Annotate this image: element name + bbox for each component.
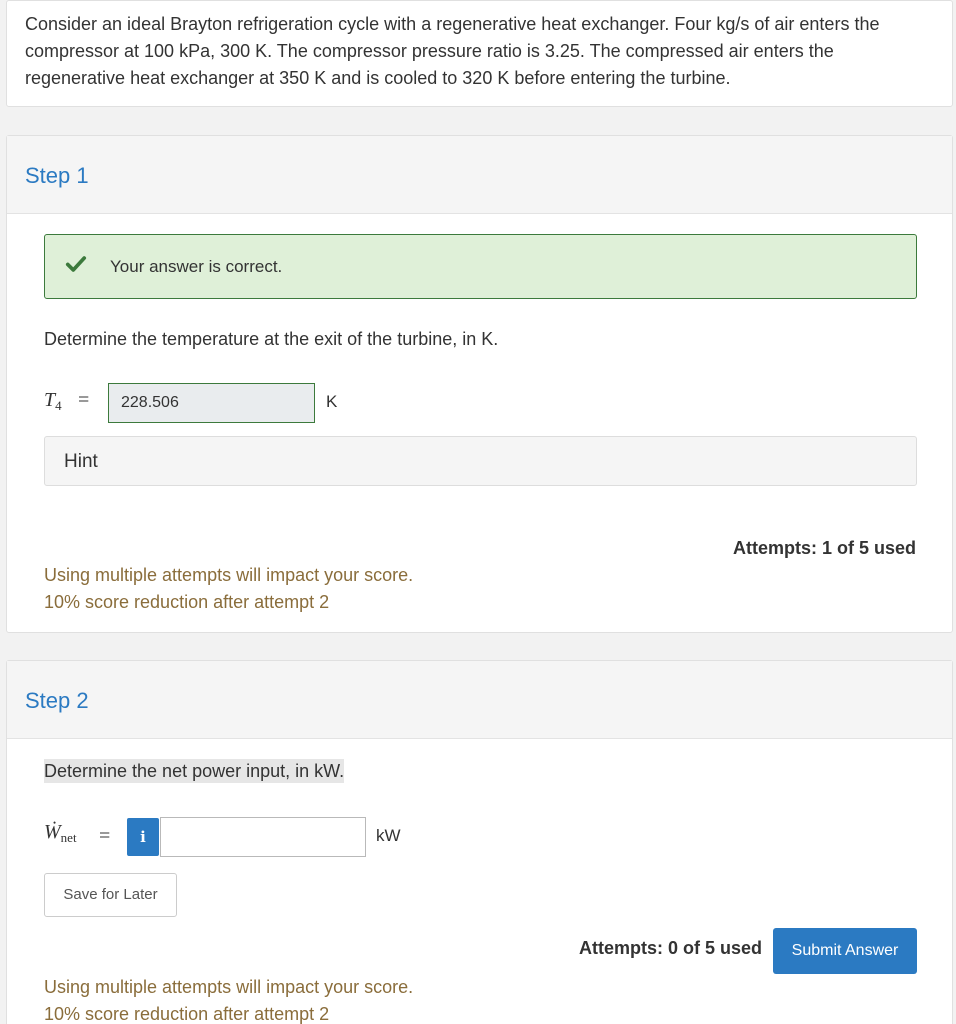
hint-label: Hint — [64, 451, 98, 472]
step-1-title: Step 1 — [25, 163, 89, 188]
step-1-question: Determine the temperature at the exit of the turbine, in K. — [44, 329, 499, 349]
problem-line: Consider an ideal Brayton refrigeration cycle with a regenerative heat exchanger. Four kg/s of air enters the — [25, 14, 880, 34]
variable-label — [44, 389, 62, 414]
variable-subscript: 4 — [55, 398, 62, 413]
step-2-question-text: Determine the net power input, in kW. — [44, 761, 345, 781]
temperature-answer-field[interactable]: 228.506 — [108, 383, 315, 423]
save-for-later-button[interactable]: Save for Later — [44, 873, 177, 917]
correct-feedback-text: Your answer is correct. — [110, 257, 283, 276]
equals-sign: = — [99, 825, 111, 847]
step-1-card — [6, 135, 953, 633]
unit-label: kW — [376, 826, 401, 845]
attempts-counter: Attempts: 0 of 5 used — [578, 938, 762, 958]
submit-answer-button[interactable]: Submit Answer — [773, 928, 917, 974]
problem-line: regenerative heat exchanger at 350 K and is cooled to 320 K before entering the turbine. — [25, 68, 731, 88]
hint-button[interactable] — [44, 436, 917, 486]
attempts-warning — [44, 562, 413, 616]
net-power-input[interactable] — [160, 817, 366, 857]
checkmark-icon — [65, 253, 87, 275]
warning-line: 10% score reduction after attempt 2 — [44, 1004, 330, 1024]
warning-line: Using multiple attempts will impact your score. — [44, 977, 414, 997]
correct-feedback — [44, 234, 917, 299]
variable-symbol: Ẇ — [44, 821, 61, 843]
warning-line: Using multiple attempts will impact your score. — [44, 565, 414, 585]
warning-line: 10% score reduction after attempt 2 — [44, 592, 330, 612]
variable-label — [44, 821, 77, 846]
step-2-header — [7, 661, 952, 739]
step-1-header — [7, 136, 952, 214]
attempts-counter: Attempts: 1 of 5 used — [732, 538, 916, 558]
step-2-card — [6, 660, 953, 1024]
unit-label: K — [326, 392, 338, 411]
problem-statement — [6, 0, 953, 107]
step-2-question — [44, 761, 344, 782]
step-2-title: Step 2 — [25, 688, 89, 713]
attempts-warning — [44, 974, 413, 1024]
variable-subscript: net — [60, 830, 77, 845]
equals-sign: = — [78, 389, 90, 411]
problem-line: compressor at 100 kPa, 300 K. The compressor pressure ratio is 3.25. The compressed air enters the — [25, 41, 834, 61]
info-icon[interactable]: i — [127, 818, 159, 856]
variable-symbol: T — [44, 389, 56, 411]
